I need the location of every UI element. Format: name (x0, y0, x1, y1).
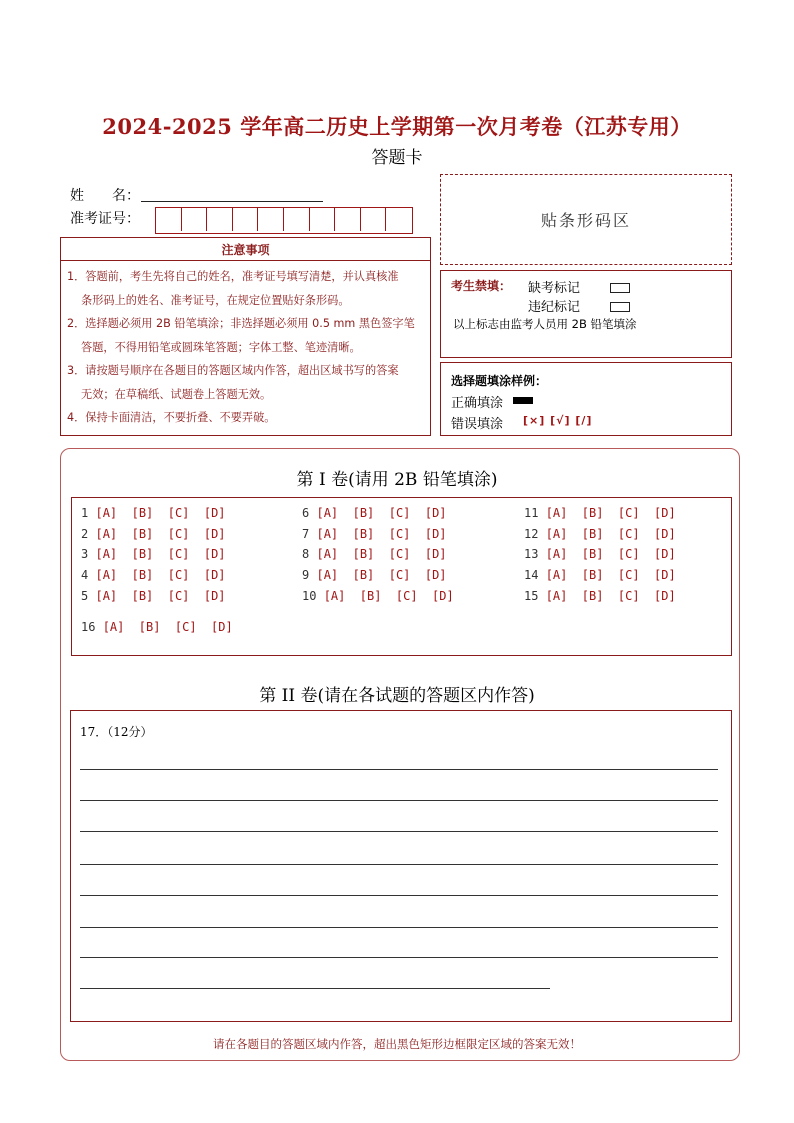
wrong-fill-marks: [×] [√] [/] (523, 414, 593, 427)
choice-options[interactable]: [A] [B] [C] [D] (95, 568, 226, 582)
name-field[interactable] (141, 201, 323, 202)
exam-id-digit-box[interactable] (207, 208, 233, 231)
notice-item: 3．请按题号顺序在各题目的答题区域内作答，超出区域书写的答案 无效；在草稿纸、试题卷上答题无效。 (67, 364, 399, 401)
question-number: 5 (81, 589, 89, 603)
exam-id-digit-box[interactable] (284, 208, 310, 231)
page-title: 2024-2025 学年高二历史上学期第一次月考卷（江苏专用） (102, 114, 692, 139)
section2-title: 第 II 卷(请在各试题的答题区内作答) (259, 686, 535, 706)
question-number: 13 (524, 547, 539, 561)
choice-row[interactable] (524, 506, 676, 520)
answer-line[interactable] (80, 831, 718, 832)
section1-title: 第 I 卷(请用 2B 铅笔填涂) (296, 470, 498, 490)
notice-list (60, 261, 431, 436)
choice-row[interactable] (524, 527, 676, 541)
exam-id-label: 准考证号： (70, 211, 140, 227)
answer-line[interactable] (80, 800, 718, 801)
name-label: 姓 名： (70, 188, 140, 204)
notice-item: 4．保持卡面清洁，不要折叠、不要弄破。 (67, 411, 276, 424)
answer-line[interactable] (80, 769, 718, 770)
exam-id-boxes[interactable] (155, 207, 413, 234)
choice-options[interactable]: [A] [B] [C] [D] (102, 620, 233, 634)
fill-sample-panel (440, 362, 732, 436)
notice-heading: 注意事项 (60, 237, 431, 261)
question-number: 16 (81, 620, 96, 634)
question-number: 12 (524, 527, 539, 541)
question-number: 1 (81, 506, 89, 520)
barcode-area: 贴条形码区 (440, 174, 732, 265)
choice-options[interactable]: [A] [B] [C] [D] (545, 589, 676, 603)
exam-id-digit-box[interactable] (258, 208, 284, 231)
absent-mark-box[interactable] (610, 283, 630, 293)
question-number: 6 (302, 506, 310, 520)
choice-row[interactable] (524, 589, 676, 603)
forbidden-title: 考生禁填： (451, 279, 512, 293)
exam-id-digit-box[interactable] (361, 208, 387, 231)
notice-item: 1．答题前，考生先将自己的姓名，准考证号填写清楚，并认真核准 条形码上的姓名、准考证号，在规定位置贴好条形码。 (67, 270, 399, 307)
question-number: 2 (81, 527, 89, 541)
question-number: 14 (524, 568, 539, 582)
fill-sample-title: 选择题填涂样例： (451, 374, 548, 388)
choice-options[interactable]: [A] [B] [C] [D] (545, 506, 676, 520)
answer-line[interactable] (80, 864, 718, 865)
question-number: 7 (302, 527, 310, 541)
choice-options[interactable]: [A] [B] [C] [D] (316, 568, 447, 582)
choice-row[interactable] (81, 506, 226, 520)
choice-options[interactable]: [A] [B] [C] [D] (323, 589, 454, 603)
absent-mark-label: 缺考标记 (528, 281, 581, 296)
choice-row[interactable] (302, 547, 447, 561)
question-17-label: 17．（12分） (80, 725, 153, 739)
notice-item: 2．选择题必须用 2B 铅笔填涂；非选择题必须用 0.5 mm 黑色签字笔 答题，不得用铅笔或圆珠笔答题；字体工整、笔迹清晰。 (67, 317, 415, 354)
choice-row[interactable] (302, 527, 447, 541)
choice-row[interactable] (524, 547, 676, 561)
violation-mark-box[interactable] (610, 302, 630, 312)
choice-options[interactable]: [A] [B] [C] [D] (545, 568, 676, 582)
choice-row[interactable] (302, 506, 447, 520)
exam-id-digit-box[interactable] (386, 208, 412, 231)
filled-bubble-icon (513, 397, 533, 404)
exam-id-digit-box[interactable] (335, 208, 361, 231)
choice-options[interactable]: [A] [B] [C] [D] (545, 527, 676, 541)
footer-warning: 请在各题目的答题区域内作答，超出黑色矩形边框限定区域的答案无效！ (213, 1037, 581, 1051)
exam-id-digit-box[interactable] (310, 208, 336, 231)
question-number: 10 (302, 589, 317, 603)
page-subtitle: 答题卡 (371, 148, 423, 168)
forbidden-note: 以上标志由监考人员用 2B 铅笔填涂 (453, 317, 637, 331)
choice-row[interactable] (81, 527, 226, 541)
exam-id-digit-box[interactable] (156, 208, 182, 231)
choice-row[interactable] (81, 620, 233, 634)
question-number: 9 (302, 568, 310, 582)
choice-row[interactable] (81, 568, 226, 582)
choice-options[interactable]: [A] [B] [C] [D] (545, 547, 676, 561)
choice-options[interactable]: [A] [B] [C] [D] (316, 547, 447, 561)
choice-row[interactable] (302, 568, 447, 582)
correct-fill-label: 正确填涂 (451, 396, 504, 411)
answer-line[interactable] (80, 895, 718, 896)
answer-line[interactable] (80, 988, 550, 989)
question-number: 8 (302, 547, 310, 561)
choice-row[interactable] (302, 589, 454, 603)
answer-line[interactable] (80, 957, 718, 958)
violation-mark-label: 违纪标记 (528, 300, 581, 315)
choice-options[interactable]: [A] [B] [C] [D] (316, 527, 447, 541)
forbidden-marks-panel (440, 270, 732, 358)
choice-options[interactable]: [A] [B] [C] [D] (95, 527, 226, 541)
question-number: 3 (81, 547, 89, 561)
wrong-fill-label: 错误填涂 (451, 417, 504, 432)
exam-id-digit-box[interactable] (182, 208, 208, 231)
question-number: 4 (81, 568, 89, 582)
choice-options[interactable]: [A] [B] [C] [D] (95, 506, 226, 520)
choice-row[interactable] (81, 547, 226, 561)
choice-row[interactable] (524, 568, 676, 582)
choice-options[interactable]: [A] [B] [C] [D] (316, 506, 447, 520)
exam-id-digit-box[interactable] (233, 208, 259, 231)
answer-line[interactable] (80, 927, 718, 928)
written-answer-box (70, 710, 732, 1022)
choice-options[interactable]: [A] [B] [C] [D] (95, 547, 226, 561)
question-number: 11 (524, 506, 539, 520)
choice-options[interactable]: [A] [B] [C] [D] (95, 589, 226, 603)
question-number: 15 (524, 589, 539, 603)
choice-row[interactable] (81, 589, 226, 603)
